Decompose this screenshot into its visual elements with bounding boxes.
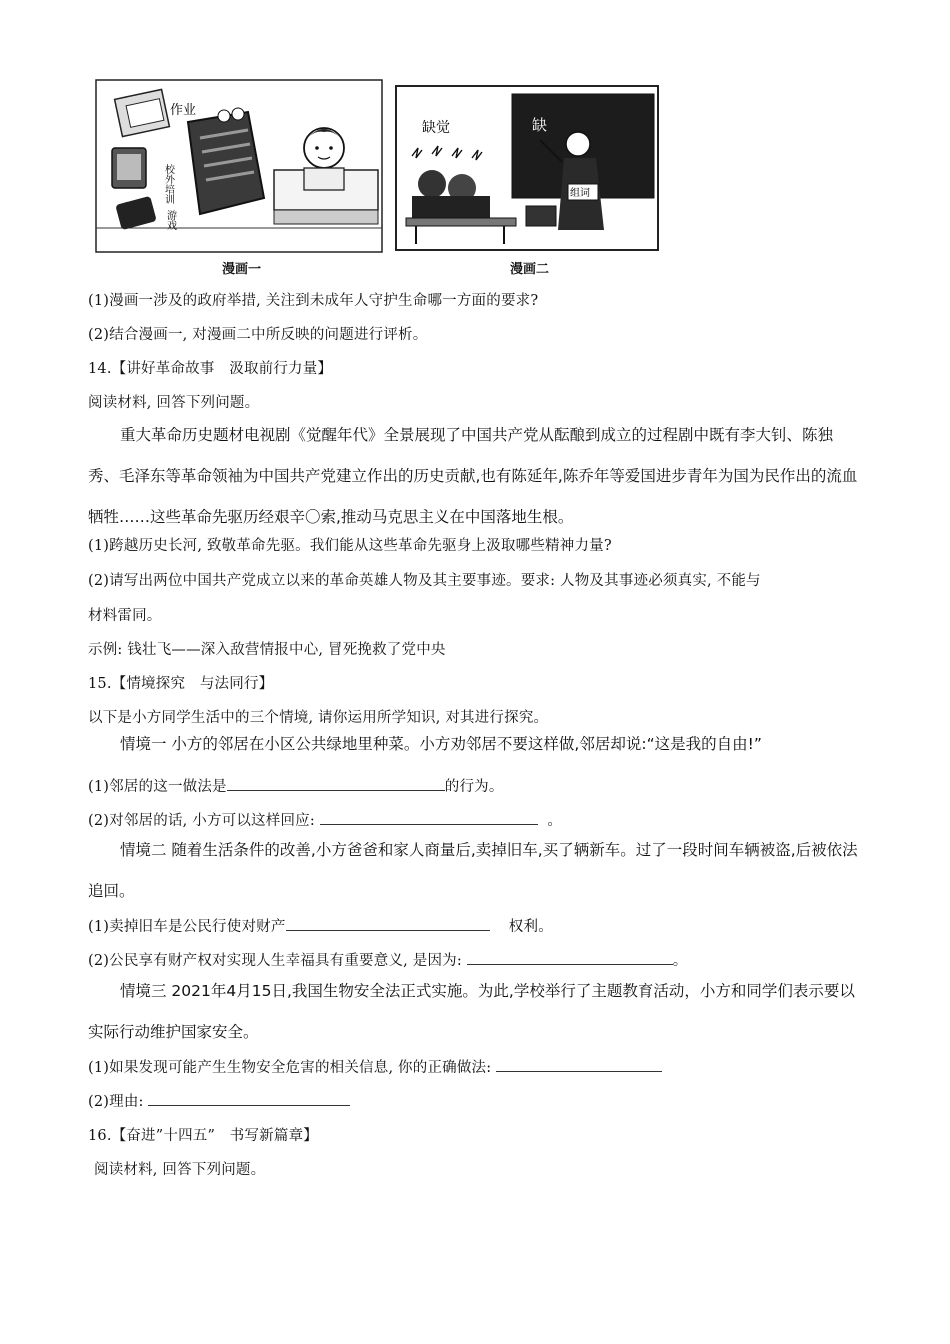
q15-scene3: 情境三 2021年4月15日,我国生物安全法正式实施。为此,学校举行了主题教育活动，小方和同学们表示要以实际行动维护国家安全。 xyxy=(88,982,855,1041)
answer-blank-s1q1[interactable] xyxy=(227,776,445,791)
q15-scene1: 情境一 小方的邻居在小区公共绿地里种菜。小方劝邻居不要这样做,邻居却说:“这是我的自由!” xyxy=(120,735,762,753)
comic-two-image xyxy=(392,80,662,256)
q14-sub2-line1: (2)请写出两位中国共产党成立以来的革命英雄人物及其主要事迹。要求: 人物及其事迹必须真实, 不能与 xyxy=(88,573,761,589)
q15-s2q2-suffix: 。 xyxy=(672,953,688,969)
q15-title: 15.【情境探究 与法同行】 xyxy=(88,676,274,692)
q15-scene2: 情境二 随着生活条件的改善,小方爸爸和家人商量后,卖掉旧车,买了辆新车。过了一段时间车辆被盗,后被依法追回。 xyxy=(88,841,858,900)
q16-intro: 阅读材料, 回答下列问题。 xyxy=(94,1162,266,1178)
answer-blank-s3q2[interactable] xyxy=(148,1091,350,1106)
comic-one-caption: 漫画一 xyxy=(222,262,262,277)
q14-sub1: (1)跨越历史长河, 致敬革命先驱。我们能从这些革命先驱身上汲取哪些精神力量? xyxy=(88,538,612,554)
comic2-label-sleepless: 缺觉 xyxy=(422,120,450,136)
comic2-label-words: 组词 xyxy=(570,188,590,199)
q14-intro: 阅读材料, 回答下列问题。 xyxy=(88,395,260,411)
q15-s1q1-prefix: (1)邻居的这一做法是 xyxy=(88,779,227,795)
q15-s1q1 xyxy=(88,775,504,796)
q16-title: 16.【奋进”十四五” 书写新篇章】 xyxy=(88,1128,318,1144)
comic1-label-games: 游戏 xyxy=(164,210,176,230)
comic2-board-text: 缺 xyxy=(532,116,548,134)
q15-s2q2-prefix: (2)公民享有财产权对实现人生幸福具有重要意义, 是因为: xyxy=(88,953,462,969)
q14-title: 14.【讲好革命故事 汲取前行力量】 xyxy=(88,361,333,377)
q14-sub2-line2: 材料雷同。 xyxy=(88,608,162,624)
q15-s2q1-prefix: (1)卖掉旧车是公民行使对财产 xyxy=(88,919,286,935)
q15-s1q1-suffix: 的行为。 xyxy=(444,779,504,795)
q15-s3q1-prefix: (1)如果发现可能产生生物安全危害的相关信息, 你的正确做法: xyxy=(88,1060,492,1076)
answer-blank-s2q2[interactable] xyxy=(467,950,673,965)
q13-sub2: (2)结合漫画一, 对漫画二中所反映的问题进行评析。 xyxy=(88,327,428,343)
q15-s1q2-prefix: (2)对邻居的话, 小方可以这样回应: xyxy=(88,813,315,829)
q15-s2q2 xyxy=(88,949,687,970)
q15-s3q1 xyxy=(88,1056,662,1077)
q15-intro: 以下是小方同学生活中的三个情境, 请你运用所学知识, 对其进行探究。 xyxy=(88,710,549,726)
comic1-label-training: 校外培训 xyxy=(162,164,174,204)
q15-s3q2-prefix: (2)理由: xyxy=(88,1094,144,1110)
q15-s3q2 xyxy=(88,1090,350,1111)
comic-one-image xyxy=(88,78,384,254)
q15-s2q1-suffix: 权利。 xyxy=(508,919,553,935)
q14-example: 示例: 钱壮飞——深入敌营情报中心, 冒死挽救了党中央 xyxy=(88,642,446,658)
q15-s2q1 xyxy=(88,915,553,936)
answer-blank-s2q1[interactable] xyxy=(286,916,490,931)
q14-material: 重大革命历史题材电视剧《觉醒年代》全景展现了中国共产党从酝酿到成立的过程剧中既有李大钊、陈独秀、毛泽东等革命领袖为中国共产党建立作出的历史贡献,也有陈延年,陈乔年等爱国进步青年为国为民作出的流血牺牲……这些革命先驱历经艰辛〇索,推动马克思主义在中国落地生根。 xyxy=(88,426,858,526)
answer-blank-s3q1[interactable] xyxy=(496,1057,662,1072)
comic1-label-homework: 作业 xyxy=(170,103,197,118)
comic-two-caption: 漫画二 xyxy=(510,262,550,277)
q15-s1q2 xyxy=(88,809,562,830)
q15-s1q2-suffix: 。 xyxy=(547,813,563,829)
q13-sub1: (1)漫画一涉及的政府举措, 关注到未成年人守护生命哪一方面的要求? xyxy=(88,293,539,309)
answer-blank-s1q2[interactable] xyxy=(320,810,538,825)
